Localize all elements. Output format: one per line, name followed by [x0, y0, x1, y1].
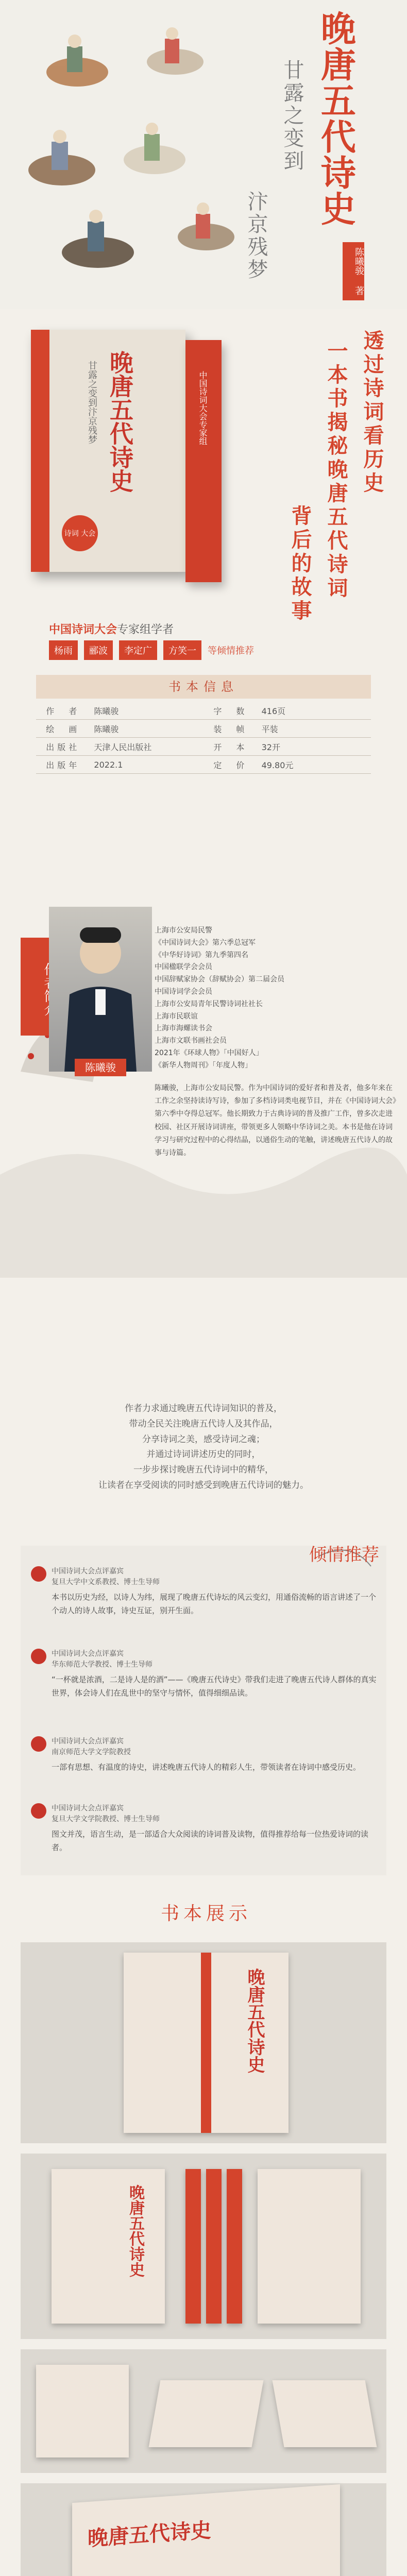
info-label: 字 数	[204, 702, 257, 720]
slogan-1: 透过诗词看历史	[360, 330, 384, 496]
author-role: 上海市公安局青年民警诗词社社长	[155, 999, 263, 1008]
showcase-photo-3	[21, 2349, 386, 2473]
book-box-side	[185, 340, 222, 582]
hero-subtitle-1: 甘露之变到	[280, 59, 304, 173]
book-large-cover	[72, 2484, 340, 2576]
endorse-card	[31, 1649, 381, 1700]
summary-line: 作者力求通过晚唐五代诗词知识的普及，	[125, 1403, 282, 1414]
expert-name: 李定广	[119, 640, 157, 660]
summary-line: 一步步探讨晚唐五代诗词中的精华，	[133, 1465, 274, 1475]
book-front-cover	[52, 2169, 165, 2324]
hero-illustration	[5, 5, 247, 294]
showcase-title: 书本展示	[160, 1903, 251, 1924]
hero-author-tag: 陈曦骏 著	[343, 242, 364, 300]
author-portrait-icon	[49, 907, 152, 1072]
author-role: 中国辞赋家协会（辞赋协会）第二届会员	[155, 975, 284, 984]
showcase-cover-title: 晚唐五代诗史	[88, 2518, 211, 2551]
showcase-cover-title: 晚唐五代诗史	[244, 1968, 265, 2073]
endorse-who: 中国诗词大会点评嘉宾 南京师范大学文学院教授	[52, 1737, 131, 1756]
experts-prefix: 中国诗词大会	[49, 623, 117, 636]
slogan-3: 背后的故事	[288, 505, 312, 623]
info-value: 天津人民出版社	[90, 738, 204, 756]
author-role: 上海市海螺读书会	[155, 1024, 212, 1033]
book-spine-2	[206, 2169, 222, 2324]
endorse-card	[31, 1803, 381, 1854]
info-label: 出版年	[36, 756, 90, 774]
author-role: 上海市文联书画社会员	[155, 1037, 227, 1045]
ink-dot-icon	[31, 1803, 46, 1819]
info-value: 陈曦骏	[90, 720, 204, 738]
endorse-card	[31, 1736, 381, 1774]
expert-name: 方笑一	[163, 640, 201, 660]
info-label: 出版社	[36, 738, 90, 756]
author-role: 中国诗词学会会员	[155, 987, 212, 996]
info-label: 定 价	[204, 756, 257, 774]
info-value: 2022.1	[90, 756, 204, 774]
book-inner-spread	[273, 2380, 377, 2447]
summary-line: 让读者在享受阅读的同时感受到晚唐五代诗词的魅力。	[98, 1480, 309, 1490]
book-box-image	[21, 319, 237, 623]
experts-prefix-tail: 专家组学者	[117, 623, 174, 636]
book-box-spine	[31, 330, 49, 572]
info-label: 作 者	[36, 702, 90, 720]
table-row	[36, 756, 371, 774]
showcase-photo-2	[21, 2154, 386, 2339]
book-spine-1	[185, 2169, 201, 2324]
info-label: 开 本	[204, 738, 257, 756]
expert-name: 杨雨	[49, 640, 78, 660]
book-summary	[0, 1401, 407, 1530]
info-label: 绘 画	[36, 720, 90, 738]
summary-line: 带动全民关注晚唐五代诗人及其作品，	[129, 1418, 278, 1429]
author-role: 《中华好诗词》第九季第四名	[155, 951, 248, 959]
experts-tail: 等倾情推荐	[208, 646, 254, 656]
book-box-side-text: 中国诗词大会专家组	[198, 371, 208, 445]
book-back-cover	[258, 2169, 361, 2324]
info-label: 装 帧	[204, 720, 257, 738]
author-roles-list	[155, 925, 397, 1072]
experts-label	[49, 621, 174, 637]
author-role: 2021年《环球人物》「中国好人」	[155, 1048, 263, 1057]
info-value: 32开	[258, 738, 371, 756]
summary-line: 分享诗词之美，感受诗词之魂；	[142, 1434, 265, 1445]
author-name-badge: 陈曦骏	[75, 1059, 126, 1076]
showcase-cover-title: 晚唐五代诗史	[126, 2184, 144, 2277]
ink-dot-icon	[31, 1736, 46, 1752]
experts-list	[49, 639, 254, 662]
endorse-who: 中国诗词大会点评嘉宾 华东师范大学教授、博士生导师	[52, 1650, 152, 1669]
summary-line: 并通过诗词讲述历史的同时，	[146, 1449, 261, 1460]
endorse-title: 倾情推荐	[309, 1545, 379, 1565]
book-info-header: 书本信息	[36, 675, 371, 699]
book-cover-subtitle: 甘露之变到汴京残梦	[87, 361, 97, 444]
slogan-2: 一本书揭秘晚唐五代诗词	[324, 340, 348, 601]
table-row	[36, 738, 371, 756]
ink-dot-icon	[31, 1566, 46, 1582]
author-role: 上海市民联谊	[155, 1012, 198, 1021]
author-role: 《中国诗词大会》第六季总冠军	[155, 938, 256, 947]
showcase-photo-1	[21, 1942, 386, 2143]
endorse-text: 图文并茂，语言生动，是一部适合大众阅读的诗词普及读物，值得推荐给每一位热爱诗词的读者。	[52, 1829, 369, 1852]
endorse-who: 中国诗词大会点评嘉宾 复旦大学中文系教授、博士生导师	[52, 1567, 160, 1586]
expert-name: 郦波	[84, 640, 113, 660]
book-box-front	[31, 330, 185, 572]
author-photo	[49, 907, 152, 1072]
book-cover-title: 晚唐五代诗史	[106, 350, 134, 493]
hero-title: 晚唐五代诗史	[315, 10, 357, 227]
info-value: 416页	[258, 702, 371, 720]
ink-dot-icon	[31, 1649, 46, 1664]
endorse-text: 一部有思想、有温度的诗史，讲述晚唐五代诗人的精彩人生，带领读者在诗词中感受历史。	[52, 1762, 361, 1772]
author-role: 《新华人物周刊》「年度人物」	[155, 1061, 252, 1070]
book-open-spread	[124, 1953, 289, 2133]
showcase-photo-4	[21, 2483, 386, 2576]
endorse-text: 本书以历史为经，以诗人为纬，展现了晚唐五代诗坛的风云变幻，用通俗流畅的语言讲述了一个个动人的诗人故事，诗史互证，别开生面。	[52, 1592, 377, 1615]
hero-subtitle-2: 汴京残梦	[244, 191, 268, 281]
endorse-card	[31, 1566, 381, 1617]
author-role: 上海市公安局民警	[155, 926, 212, 935]
info-value: 49.80元	[258, 756, 371, 774]
table-row	[36, 720, 371, 738]
book-box-angle	[36, 2365, 129, 2458]
book-info-table	[36, 702, 371, 774]
author-bio: 陈曦骏，上海市公安局民警。作为中国诗词的爱好者和普及者，他多年来在工作之余坚持读诗写诗，参加了多档诗词类电视节目，并在《中国诗词大会》第六季中夺得总冠军。他长期致力于古典诗词的普及推广工作，曾多次走进校园、社区开展诗词讲座，带领更多人领略中华诗词之美。本书是他在诗词学习与研究过程中的心得结晶，以通俗生动的笔触，讲述晚唐五代诗人的故事与诗篇。	[155, 1084, 396, 1157]
book-open-pages	[149, 2380, 264, 2447]
endorse-who: 中国诗词大会点评嘉宾 复旦大学文学院教授、博士生导师	[52, 1804, 160, 1823]
info-value: 平装	[258, 720, 371, 738]
info-value: 陈曦骏	[90, 702, 204, 720]
table-row	[36, 702, 371, 720]
endorse-text: “一杯就是浓酒，二是诗人是的酒”——《晚唐五代诗史》带我们走进了晚唐五代诗人群体的真实世界，体会诗人们在乱世中的坚守与情怀，值得细细品读。	[52, 1675, 377, 1698]
book-spine-3	[227, 2169, 242, 2324]
book-cover-badge: 诗词 大会	[62, 515, 98, 551]
author-role: 中国楹联学会会员	[155, 963, 212, 972]
